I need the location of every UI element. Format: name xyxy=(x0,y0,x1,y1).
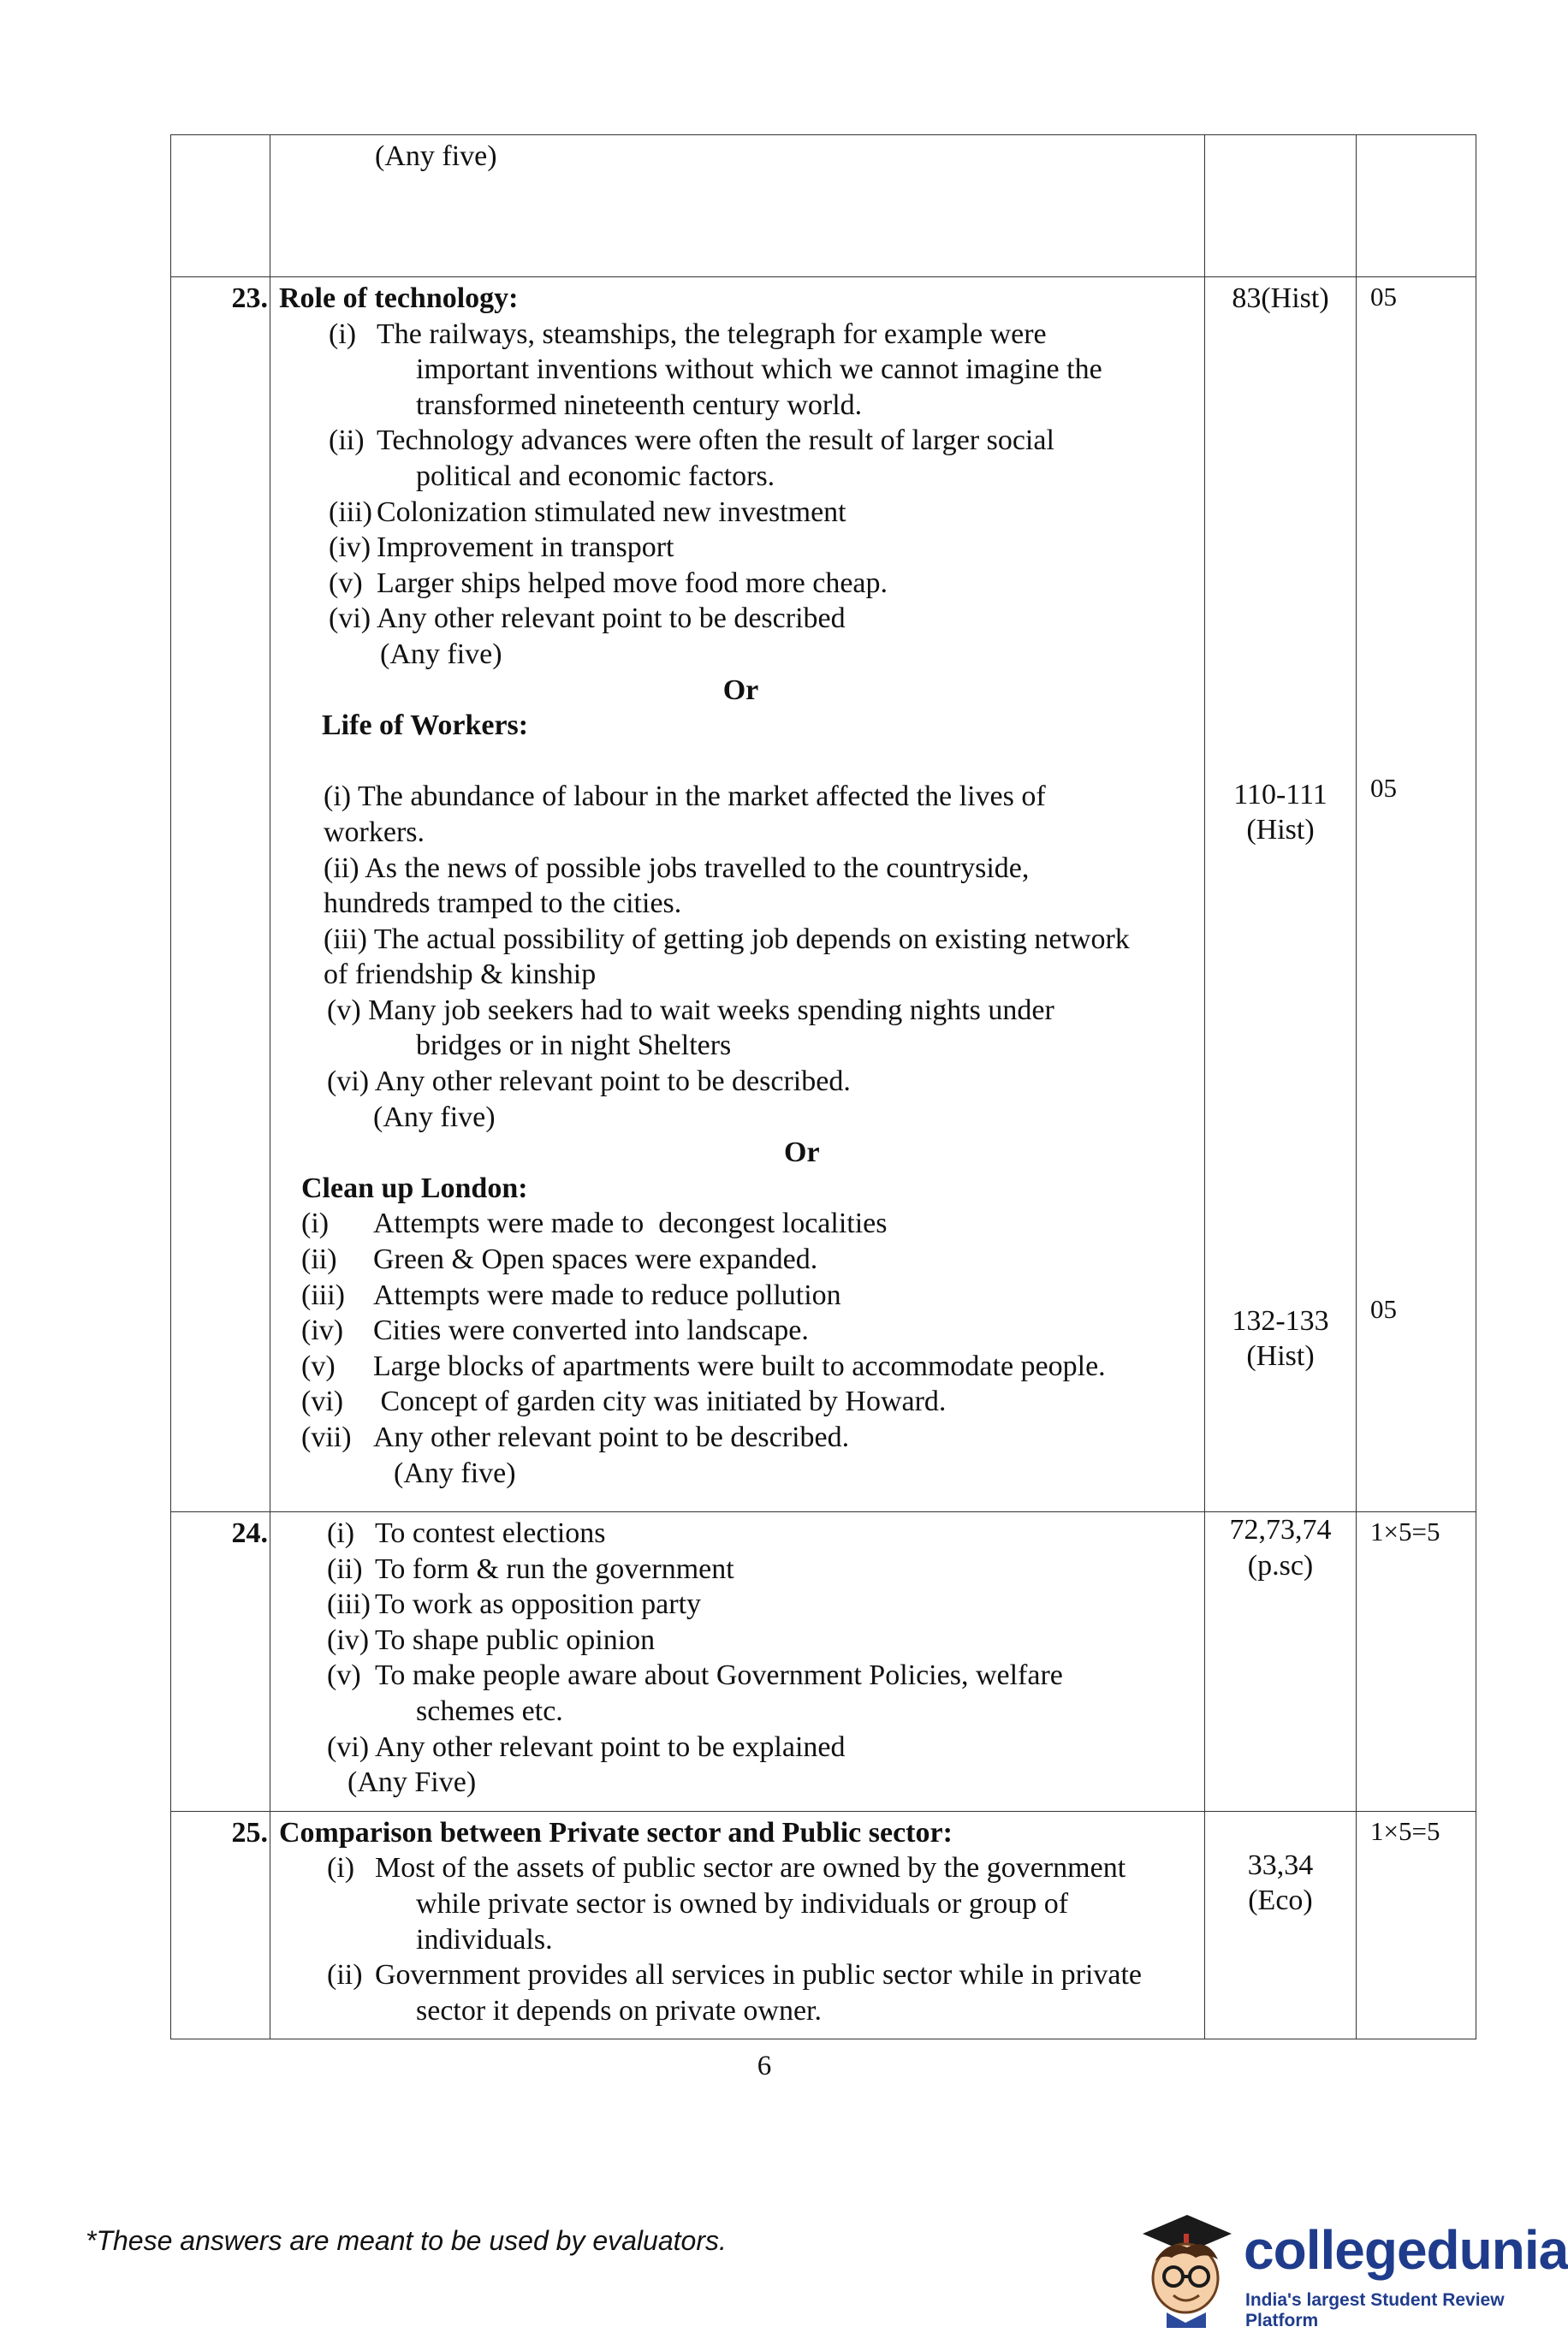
item-label: (i) xyxy=(329,318,357,350)
table-row xyxy=(171,1811,1476,2039)
item-text: Larger ships helped move food more cheap. xyxy=(377,567,888,599)
item-text: To form & run the government xyxy=(375,1552,734,1585)
item-label: (i) xyxy=(327,1852,355,1885)
list-item xyxy=(279,1420,1196,1456)
list-item xyxy=(279,1957,1196,2028)
list-item xyxy=(279,1730,1196,1766)
list-item xyxy=(279,1206,1196,1242)
item-label: (v) xyxy=(301,1350,336,1382)
answer-list xyxy=(279,1850,1196,2028)
item-text: Many job seekers had to wait weeks spending nights under xyxy=(368,994,1054,1026)
answer-list xyxy=(279,1516,1196,1765)
page-number: 6 xyxy=(757,2051,772,2081)
page-ref: (p.sc) xyxy=(1247,1549,1314,1582)
marks-cell xyxy=(1357,1811,1476,2039)
list-item xyxy=(279,530,1196,566)
item-text: schemes etc. xyxy=(416,1695,563,1727)
item-label: (i) xyxy=(324,781,352,813)
list-item xyxy=(279,922,1196,993)
table-row xyxy=(171,1512,1476,1812)
section-heading: Comparison between Private sector and Public sector: xyxy=(279,1816,953,1849)
or-divider: Or xyxy=(722,674,759,706)
page-ref: (Hist) xyxy=(1246,814,1315,846)
item-label: (iii) xyxy=(327,1588,371,1621)
question-number: 23. xyxy=(171,277,270,1512)
item-label: (ii) xyxy=(327,1959,363,1992)
list-item xyxy=(279,1384,1196,1420)
item-text: Any other relevant point to be described. xyxy=(373,1422,850,1453)
item-text: Large blocks of apartments were built to accommodate people. xyxy=(373,1350,1106,1382)
spacer xyxy=(279,744,1196,780)
item-label: (v) xyxy=(329,567,363,599)
item-text: of friendship & kinship xyxy=(324,959,597,991)
answer-cell xyxy=(270,277,1205,1512)
item-text: The railways, steamships, the telegraph for example were xyxy=(377,318,1047,350)
list-item xyxy=(279,601,1196,637)
item-text: Government provides all services in public sector while in private xyxy=(375,1959,1143,1992)
section-heading: Role of technology: xyxy=(279,282,519,314)
page-ref: 110-111 xyxy=(1233,778,1327,810)
item-text: Any other relevant point to be described xyxy=(377,603,846,635)
answer-cell xyxy=(270,1512,1205,1812)
item-text: while private sector is owned by individuals or group of xyxy=(416,1887,1069,1920)
list-item xyxy=(279,851,1196,922)
evaluator-footnote: *These answers are meant to be used by evaluators. xyxy=(86,2225,727,2256)
item-label: (i) xyxy=(301,1208,330,1240)
list-item xyxy=(279,423,1196,494)
answer-cell xyxy=(270,1811,1205,2039)
list-item xyxy=(279,1658,1196,1729)
item-text: Most of the assets of public sector are owned by the government xyxy=(375,1852,1126,1885)
item-text: Any other relevant point to be described. xyxy=(374,1066,851,1098)
any-five-note: (Any five) xyxy=(375,140,497,172)
question-number: 24. xyxy=(171,1512,270,1812)
table-row xyxy=(171,135,1476,277)
marks-cell xyxy=(1357,277,1476,1512)
item-text: Any other relevant point to be explained xyxy=(375,1730,846,1763)
item-text: To work as opposition party xyxy=(375,1588,702,1621)
item-text: Attempts were made to reduce pollution xyxy=(373,1279,841,1311)
list-item xyxy=(279,1349,1196,1385)
item-label: (ii) xyxy=(301,1244,337,1276)
ref-cell xyxy=(1205,277,1357,1512)
marks-value: 05 xyxy=(1370,282,1397,312)
any-five-note: (Any five) xyxy=(373,1101,496,1133)
mascot-icon xyxy=(1134,2208,1237,2328)
item-label: (iv) xyxy=(301,1315,344,1347)
ref-cell xyxy=(1205,1811,1357,2039)
page-ref: (Hist) xyxy=(1246,1340,1315,1373)
marks-value: 05 xyxy=(1370,772,1397,803)
item-label: (v) xyxy=(327,1659,361,1692)
any-five-note: (Any five) xyxy=(380,638,502,670)
list-item xyxy=(279,1516,1196,1552)
item-text: Green & Open spaces were expanded. xyxy=(373,1244,818,1276)
list-item xyxy=(279,1850,1196,1957)
answer-list xyxy=(279,317,1196,637)
item-label: (vi) xyxy=(327,1730,370,1763)
list-item xyxy=(279,317,1196,424)
list-item xyxy=(279,779,1196,850)
item-text: political and economic factors. xyxy=(416,460,775,492)
item-text: bridges or in night Shelters xyxy=(416,1030,732,1062)
item-text: workers. xyxy=(324,816,425,848)
item-text: hundreds tramped to the cities. xyxy=(324,887,682,920)
list-item xyxy=(279,1552,1196,1588)
item-text: transformed nineteenth century world. xyxy=(416,389,863,421)
table-row xyxy=(171,277,1476,1512)
collegedunia-logo[interactable] xyxy=(1134,2208,1568,2330)
item-text: The actual possibility of getting job depends on existing network xyxy=(373,923,1130,955)
item-text: To shape public opinion xyxy=(375,1624,656,1656)
page-ref: (Eco) xyxy=(1248,1885,1313,1917)
item-label: (ii) xyxy=(329,424,365,457)
item-text: Technology advances were often the result of larger social xyxy=(377,424,1054,457)
marks-value: 1×5=5 xyxy=(1370,1517,1440,1546)
item-label: (v) xyxy=(327,994,361,1026)
answer-cell xyxy=(270,135,1205,277)
item-label: (ii) xyxy=(327,1552,363,1585)
logo-wordmark: collegedunia xyxy=(1244,2219,1568,2281)
list-item xyxy=(279,1313,1196,1349)
item-label: (i) xyxy=(327,1517,355,1549)
ref-cell xyxy=(1205,135,1357,277)
list-item xyxy=(279,1278,1196,1314)
marking-scheme-table xyxy=(170,134,1476,2039)
list-item xyxy=(279,1064,1196,1100)
item-label: (vi) xyxy=(327,1066,370,1098)
question-number: 25. xyxy=(171,1811,270,2039)
page-ref: 83(Hist) xyxy=(1232,282,1329,314)
logo-tagline: India's largest Student Review Platform xyxy=(1245,2290,1505,2330)
any-five-note: (Any five) xyxy=(394,1457,516,1489)
item-label: (iii) xyxy=(324,923,367,955)
item-label: (vi) xyxy=(329,603,371,635)
ref-cell xyxy=(1205,1512,1357,1812)
item-text: Colonization stimulated new investment xyxy=(377,496,846,528)
item-label: (iii) xyxy=(301,1279,345,1311)
item-text: sector it depends on private owner. xyxy=(416,1994,822,2027)
answer-list xyxy=(279,1206,1196,1455)
list-item xyxy=(279,1587,1196,1623)
page-ref: 33,34 xyxy=(1247,1849,1314,1881)
item-label: (iv) xyxy=(327,1624,370,1656)
item-label: (vi) xyxy=(301,1386,344,1418)
item-text: As the news of possible jobs travelled to the countryside, xyxy=(365,852,1030,884)
or-divider: Or xyxy=(784,1137,820,1169)
page-ref: 72,73,74 xyxy=(1229,1514,1332,1546)
item-text: individuals. xyxy=(416,1923,553,1956)
section-heading: Clean up London: xyxy=(301,1172,528,1204)
qno-cell xyxy=(171,135,270,277)
page-ref: 132-133 xyxy=(1232,1304,1329,1337)
item-text: To contest elections xyxy=(375,1517,606,1549)
marks-value: 1×5=5 xyxy=(1370,1815,1440,1846)
item-label: (ii) xyxy=(324,852,359,884)
answer-list xyxy=(279,779,1196,1099)
item-text: Attempts were made to decongest localities xyxy=(373,1208,888,1240)
item-text: Cities were converted into landscape. xyxy=(373,1315,809,1347)
item-text: important inventions without which we cannot imagine the xyxy=(416,353,1102,386)
item-label: (iv) xyxy=(329,531,371,564)
item-text: To make people aware about Government Policies, welfare xyxy=(375,1659,1063,1692)
item-text: Concept of garden city was initiated by Howard. xyxy=(373,1386,947,1418)
list-item xyxy=(279,1623,1196,1659)
marks-value: 05 xyxy=(1370,1294,1397,1325)
item-text: Improvement in transport xyxy=(377,531,674,564)
marks-cell xyxy=(1357,1512,1476,1812)
list-item xyxy=(279,566,1196,602)
item-text: The abundance of labour in the market affected the lives of xyxy=(357,781,1046,813)
list-item xyxy=(279,993,1196,1064)
marks-cell xyxy=(1357,135,1476,277)
list-item xyxy=(279,1242,1196,1278)
item-label: (vii) xyxy=(301,1422,352,1453)
section-heading: Life of Workers: xyxy=(322,709,529,742)
any-five-note: (Any Five) xyxy=(347,1766,477,1799)
list-item xyxy=(279,495,1196,531)
item-label: (iii) xyxy=(329,496,372,528)
